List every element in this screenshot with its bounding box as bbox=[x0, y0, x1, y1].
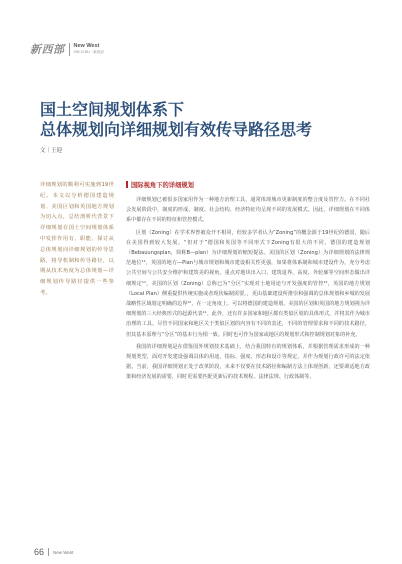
magazine-header bbox=[30, 40, 104, 58]
logo-en-text: New West bbox=[73, 43, 100, 49]
logo-sub-text: XIN XI BU · 新西部 bbox=[73, 50, 104, 54]
section-heading-text: 国际视角下的详细规划 bbox=[131, 182, 194, 189]
page-number: 66 bbox=[34, 547, 45, 557]
article-title bbox=[40, 100, 370, 140]
magazine-logo-en bbox=[74, 43, 104, 55]
article-abstract: 详细规划的顺利可实施到19世纪。本文以分析德国建造规划、美国区划和英国地方规划为切入点，总结剖析代背景下详细规划在国土空间规划体系中发挥作用有、职能、探讨从总体规划向详细规划的传导思路，将导机制和传导路径，以期从技术角度为总体规划—详细规划传导路径提供一些参考。 bbox=[40, 182, 114, 296]
article-body bbox=[126, 180, 370, 385]
author-byline: 文｜王迎 bbox=[40, 148, 63, 154]
footer-divider bbox=[48, 548, 49, 556]
body-paragraph: 区划（Zoning）在学术界曾被众开不相同，但较多学者认为“Zoning”的概念源于19世纪的德国，随后在美国得到较大发展。“但对于”德国和英国等不同形式下Zoning有很大的不同，德国的建造规划（Bebauungsplan，简称B—plan）为详细规划的缩短提法。美国的区划（Zoning）为详细规划的法律规范地位¹¹，英国的地方—Plan与城市规划和城市建设相关性更强，如果将体系制和城市建设作为，充分考虑公共空间与公共安全维护和建筑美的视角，重点对地块出入口、建筑退界、高度、外轮廓等空间形态做出详细规定¹¹，美国的区划（Zoning）总称已为“分区”实现对土地用途与开发强度的管控¹²，英国的地方规划（Local Plan）侧重提供传统实施或者现状编制需要。，更由基础建设所推崇和强调的总体规划和乡城的发展战略性区域划定明确的边界¹²，在一定角度上，可以将德国的建造规划、美国的区划和英国的地方规划视为详细规划的三大经典形式的起源代表¹¹。此外，还有许多国家和地区都有类似区划的具体形式，并将其作为城市治理的工具。尽管不同国家和地区关于类似区划的内容有不同的表述，不同的管理要求和不同的技术路径，但其基本原理与“分区”的基本行为相一致。同时也可作为国家或地区的规划形式和控制规划对象的补充。 bbox=[126, 229, 370, 338]
body-paragraph: 详细规划已被很多国家用作为一种地方治理工具，通常体现城市更新制度的整合度及管控力。在不同社会发展阶段中，制度的形成、制度、社会结构、经济特征均呈现不同的发展模式。因此，详细规划在不同体系中都存在不同的特征和管控模式。 bbox=[126, 197, 370, 224]
title-line-1: 国土空间规划体系下 bbox=[40, 100, 185, 119]
logo-divider bbox=[69, 43, 70, 56]
section-marker bbox=[126, 181, 128, 188]
magazine-logo-cn: 新西部 bbox=[30, 43, 65, 56]
page-footer bbox=[34, 547, 73, 557]
body-paragraph: 我国的详细规划是在借鉴国外规划技术基础上，结合我国特有的规划体系，并根据管理需求形成的一种规划类型，面对开发建设强调具体的用途、指标、强度、形态和设计等规定，并作为规划行政许可的法定依据。当前，我国详细规划正处于改革阶段，未来不仅要在技术路径和编制方法上体现创新，还要调适地方政策和经济发展的需要，同时更需要匹配更新后的技术规程、法律法规、行政体制等。 bbox=[126, 343, 370, 381]
section-heading bbox=[126, 180, 370, 189]
footer-magazine-name: New West bbox=[53, 549, 74, 555]
title-line-2: 总体规划向详细规划有效传导路径思考 bbox=[40, 120, 313, 139]
